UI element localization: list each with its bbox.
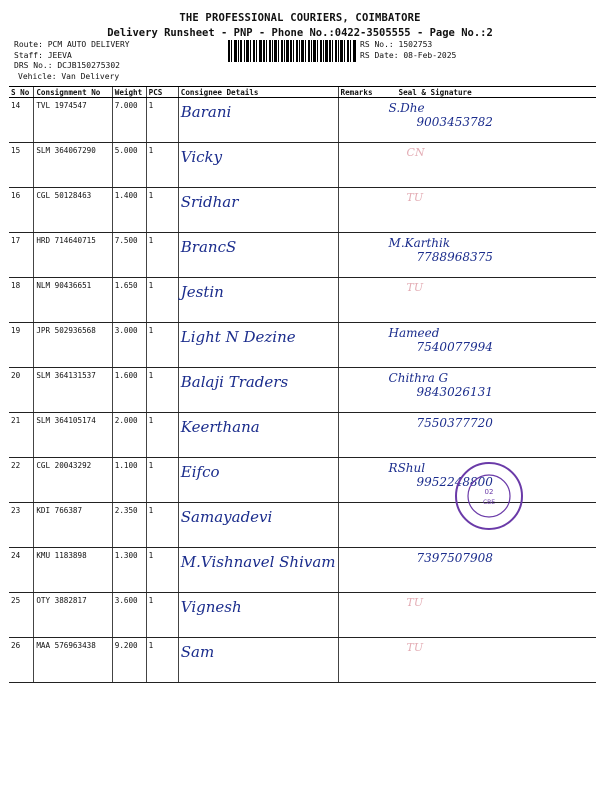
- row-remarks: [338, 233, 375, 278]
- row-consignment-no: SLM 364067290: [34, 143, 112, 188]
- table-row: [9, 278, 596, 323]
- row-consignee: [178, 503, 338, 548]
- signature-phone: 7788968375: [416, 250, 493, 264]
- consignee-handwriting: Jestin: [180, 283, 224, 301]
- row-pcs: 1: [146, 638, 178, 683]
- signature-text: S.Dhe: [388, 101, 425, 115]
- row-signature: [375, 548, 596, 593]
- row-weight: 2.000: [112, 413, 146, 458]
- row-remarks: [338, 188, 375, 233]
- header-consignment: Consignment No: [34, 87, 112, 98]
- header-remarks: Remarks: [338, 87, 375, 98]
- header-signature: Seal & Signature: [375, 87, 596, 98]
- runsheet-table: [9, 86, 596, 683]
- signature-phone: 7397507908: [416, 551, 493, 565]
- signature-phone: 9003453782: [416, 115, 493, 129]
- table-row: [9, 413, 596, 458]
- row-weight: 5.000: [112, 143, 146, 188]
- row-consignee: [178, 413, 338, 458]
- row-pcs: 1: [146, 323, 178, 368]
- row-consignment-no: KMU 1183898: [34, 548, 112, 593]
- table-row: [9, 233, 596, 278]
- row-pcs: 1: [146, 143, 178, 188]
- row-consignment-no: CGL 50128463: [34, 188, 112, 233]
- row-sno: 21: [9, 413, 34, 458]
- row-sno: 20: [9, 368, 34, 413]
- row-signature: [375, 323, 596, 368]
- row-weight: 2.350: [112, 503, 146, 548]
- row-sno: 14: [9, 98, 34, 143]
- signature-phone: 9843026131: [416, 385, 493, 399]
- row-weight: 1.300: [112, 548, 146, 593]
- svg-text:02: 02: [484, 488, 494, 496]
- row-sno: 24: [9, 548, 34, 593]
- row-consignment-no: NLM 90436651: [34, 278, 112, 323]
- signature-phone: 9952248800: [416, 475, 493, 489]
- row-weight: 1.600: [112, 368, 146, 413]
- table-row: [9, 368, 596, 413]
- row-sno: 26: [9, 638, 34, 683]
- row-pcs: 1: [146, 503, 178, 548]
- table-header: [9, 87, 596, 98]
- row-consignee: [178, 98, 338, 143]
- row-consignee: [178, 368, 338, 413]
- row-weight: 3.000: [112, 323, 146, 368]
- row-sno: 17: [9, 233, 34, 278]
- row-sno: 25: [9, 593, 34, 638]
- row-consignee: [178, 323, 338, 368]
- row-consignment-no: TVL 1974547: [34, 98, 112, 143]
- consignee-handwriting: Light N Dezine: [180, 328, 296, 346]
- row-sno: 22: [9, 458, 34, 503]
- header-consignee: Consignee Details: [178, 87, 338, 98]
- consignee-handwriting: Vicky: [180, 148, 223, 166]
- row-signature: [375, 233, 596, 278]
- row-signature: [375, 413, 596, 458]
- row-sno: 19: [9, 323, 34, 368]
- row-consignee: [178, 638, 338, 683]
- svg-text:CBE: CBE: [482, 499, 496, 506]
- row-signature: [375, 638, 596, 683]
- row-consignment-no: KDI 766387: [34, 503, 112, 548]
- row-pcs: 1: [146, 548, 178, 593]
- rs-info: [360, 40, 456, 61]
- row-signature: [375, 143, 596, 188]
- row-consignee: [178, 188, 338, 233]
- consignee-handwriting: Samayadevi: [180, 508, 273, 526]
- table-row: [9, 593, 596, 638]
- rs-number: RS No.: 1502753: [360, 40, 433, 49]
- signature-text: M.Karthik: [388, 236, 451, 250]
- signature-text: Chithra G: [388, 371, 449, 385]
- row-consignment-no: SLM 364105174: [34, 413, 112, 458]
- row-weight: 1.100: [112, 458, 146, 503]
- row-signature: [375, 593, 596, 638]
- row-consignment-no: HRD 714640715: [34, 233, 112, 278]
- consignee-handwriting: Keerthana: [180, 418, 260, 436]
- signature-phone: 7540077994: [416, 340, 493, 354]
- row-consignment-no: CGL 20043292: [34, 458, 112, 503]
- row-pcs: 1: [146, 593, 178, 638]
- signature-text: Hameed: [388, 326, 440, 340]
- row-remarks: [338, 638, 375, 683]
- consignee-handwriting: Vignesh: [180, 598, 242, 616]
- row-weight: 7.000: [112, 98, 146, 143]
- row-sno: 15: [9, 143, 34, 188]
- signature-text: RShul: [388, 461, 426, 475]
- row-consignment-no: JPR 502936568: [34, 323, 112, 368]
- row-pcs: 1: [146, 368, 178, 413]
- rs-date: RS Date: 08-Feb-2025: [360, 50, 457, 60]
- row-sno: 23: [9, 503, 34, 548]
- consignee-handwriting: Sam: [180, 643, 215, 661]
- row-consignee: [178, 143, 338, 188]
- row-consignment-no: MAA 576963438: [34, 638, 112, 683]
- header-sno: S No: [9, 87, 34, 98]
- row-signature: [375, 188, 596, 233]
- row-pcs: 1: [146, 233, 178, 278]
- consignee-handwriting: BrancS: [180, 238, 237, 256]
- row-pcs: 1: [146, 98, 178, 143]
- row-signature: [375, 368, 596, 413]
- vehicle: Vehicle: Van Delivery: [18, 71, 120, 81]
- row-remarks: [338, 98, 375, 143]
- row-signature: [375, 278, 596, 323]
- faint-mark: TU: [406, 596, 424, 609]
- row-remarks: [338, 548, 375, 593]
- faint-mark: TU: [406, 191, 424, 204]
- consignee-handwriting: Eifco: [180, 463, 220, 481]
- consignee-handwriting: Barani: [180, 103, 232, 121]
- faint-mark: TU: [406, 281, 424, 294]
- row-remarks: [338, 368, 375, 413]
- row-remarks: [338, 413, 375, 458]
- row-signature: [375, 98, 596, 143]
- staff: Staff: JEEVA: [14, 50, 72, 60]
- row-consignee: [178, 593, 338, 638]
- consignee-handwriting: M.Vishnavel Shivam: [180, 553, 336, 571]
- document-subtitle: Delivery Runsheet - PNP - Phone No.:0422-3505555 - Page No.:2: [107, 27, 493, 39]
- row-weight: 3.600: [112, 593, 146, 638]
- row-pcs: 1: [146, 413, 178, 458]
- signature-phone: 7550377720: [416, 416, 493, 430]
- row-remarks: [338, 323, 375, 368]
- row-weight: 1.400: [112, 188, 146, 233]
- row-remarks: [338, 278, 375, 323]
- row-consignee: [178, 458, 338, 503]
- table-row: [9, 188, 596, 233]
- document-title: THE PROFESSIONAL COURIERS, COIMBATORE: [179, 12, 421, 24]
- table-row: [9, 548, 596, 593]
- header-pcs: PCS: [146, 87, 178, 98]
- row-consignee: [178, 278, 338, 323]
- row-consignee: [178, 548, 338, 593]
- table-row: [9, 638, 596, 683]
- faint-mark: TU: [406, 641, 424, 654]
- row-remarks: [338, 593, 375, 638]
- row-consignee: [178, 233, 338, 278]
- row-sno: 18: [9, 278, 34, 323]
- route: Route: PCM AUTO DELIVERY: [14, 40, 130, 49]
- row-remarks: [338, 143, 375, 188]
- consignee-handwriting: Balaji Traders: [180, 373, 289, 391]
- row-sno: 16: [9, 188, 34, 233]
- row-weight: 9.200: [112, 638, 146, 683]
- barcode: [228, 40, 356, 62]
- faint-mark: CN: [406, 146, 425, 159]
- consignee-handwriting: Sridhar: [180, 193, 239, 211]
- drs-number: DRS No.: DCJB150275302: [14, 61, 120, 70]
- company-seal-stamp: [453, 460, 525, 532]
- row-remarks: [338, 458, 375, 503]
- row-consignment-no: SLM 364131537: [34, 368, 112, 413]
- route-info: [14, 40, 130, 82]
- table-row: [9, 143, 596, 188]
- row-pcs: 1: [146, 188, 178, 233]
- row-remarks: [338, 503, 375, 548]
- header-weight: Weight: [112, 87, 146, 98]
- table-row: [9, 323, 596, 368]
- row-weight: 1.650: [112, 278, 146, 323]
- table-row: [9, 98, 596, 143]
- row-pcs: 1: [146, 458, 178, 503]
- row-pcs: 1: [146, 278, 178, 323]
- row-consignment-no: OTY 3882817: [34, 593, 112, 638]
- row-weight: 7.500: [112, 233, 146, 278]
